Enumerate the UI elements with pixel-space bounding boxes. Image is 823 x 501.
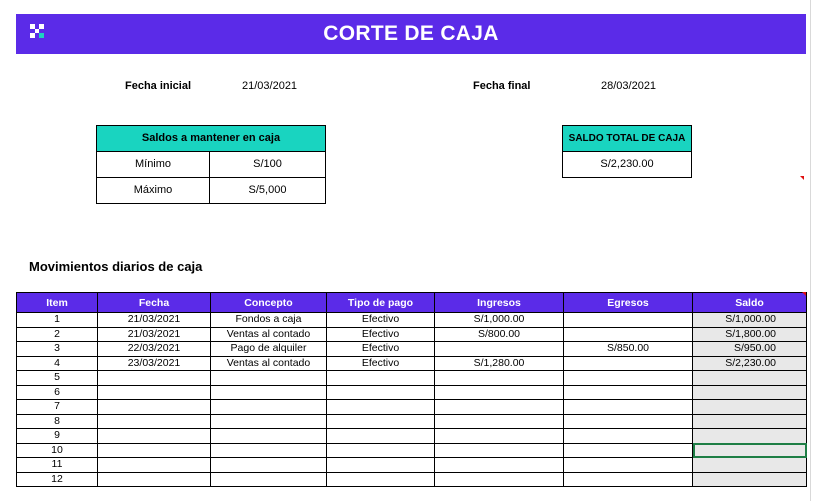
- table-row: [17, 371, 807, 386]
- total-balance-title: SALDO TOTAL DE CAJA: [563, 126, 691, 152]
- expense-cell[interactable]: S/850.00: [564, 342, 693, 357]
- expense-cell[interactable]: [564, 429, 693, 444]
- item-cell[interactable]: 4: [17, 356, 98, 371]
- date-cell[interactable]: [98, 400, 211, 415]
- table-row: [17, 458, 807, 473]
- date-cell[interactable]: [98, 458, 211, 473]
- date-cell[interactable]: 23/03/2021: [98, 356, 211, 371]
- item-cell[interactable]: 8: [17, 414, 98, 429]
- expense-cell[interactable]: [564, 443, 693, 458]
- table-row: [17, 313, 807, 328]
- income-cell[interactable]: [435, 472, 564, 487]
- date-cell[interactable]: [98, 371, 211, 386]
- item-cell[interactable]: 3: [17, 342, 98, 357]
- item-cell[interactable]: 10: [17, 443, 98, 458]
- selected-balance-cell[interactable]: [693, 443, 807, 458]
- balance-cell[interactable]: S/950.00: [693, 342, 807, 357]
- expense-cell[interactable]: [564, 414, 693, 429]
- date-cell[interactable]: [98, 385, 211, 400]
- payment-type-cell[interactable]: [327, 429, 435, 444]
- balance-cell[interactable]: [693, 458, 807, 473]
- payment-type-cell[interactable]: [327, 458, 435, 473]
- balance-cell[interactable]: [693, 400, 807, 415]
- income-cell[interactable]: S/800.00: [435, 327, 564, 342]
- min-value[interactable]: S/100: [209, 152, 325, 177]
- concept-cell[interactable]: [211, 400, 327, 415]
- concept-cell[interactable]: [211, 385, 327, 400]
- payment-type-cell[interactable]: [327, 371, 435, 386]
- min-label: Mínimo: [134, 158, 172, 170]
- item-cell[interactable]: 12: [17, 472, 98, 487]
- total-balance-box: [562, 125, 692, 178]
- end-date-value[interactable]: 28/03/2021: [601, 80, 657, 92]
- payment-type-cell[interactable]: [327, 443, 435, 458]
- table-row: [17, 443, 807, 458]
- page-title: CORTE DE CAJA: [323, 22, 499, 45]
- income-cell[interactable]: [435, 458, 564, 473]
- income-cell[interactable]: [435, 371, 564, 386]
- title-banner: [16, 14, 806, 54]
- movements-title: Movimientos diarios de caja: [29, 259, 203, 274]
- concept-cell[interactable]: Pago de alquiler: [211, 342, 327, 357]
- expense-cell[interactable]: [564, 400, 693, 415]
- movements-table: [16, 292, 807, 487]
- item-cell[interactable]: 11: [17, 458, 98, 473]
- concept-cell[interactable]: [211, 443, 327, 458]
- income-cell[interactable]: S/1,280.00: [435, 356, 564, 371]
- table-row: [17, 429, 807, 444]
- col-header-item: Item: [17, 293, 98, 313]
- income-cell[interactable]: S/1,000.00: [435, 313, 564, 328]
- concept-cell[interactable]: Ventas al contado: [211, 327, 327, 342]
- start-date-label: Fecha inicial: [125, 80, 192, 92]
- payment-type-cell[interactable]: [327, 414, 435, 429]
- table-row: [17, 327, 807, 342]
- date-cell[interactable]: [98, 414, 211, 429]
- col-header-ingresos: Ingresos: [435, 293, 564, 313]
- expense-cell[interactable]: [564, 385, 693, 400]
- expense-cell[interactable]: [564, 313, 693, 328]
- item-cell[interactable]: 7: [17, 400, 98, 415]
- income-cell[interactable]: [435, 342, 564, 357]
- concept-cell[interactable]: Fondos a caja: [211, 313, 327, 328]
- sheet-edge: [810, 0, 811, 501]
- concept-cell[interactable]: [211, 371, 327, 386]
- date-cell[interactable]: [98, 443, 211, 458]
- expense-cell[interactable]: [564, 458, 693, 473]
- balance-cell[interactable]: [693, 472, 807, 487]
- balance-row-min: [97, 152, 325, 177]
- concept-cell[interactable]: [211, 414, 327, 429]
- balance-row-max: [97, 177, 325, 203]
- payment-type-cell[interactable]: [327, 472, 435, 487]
- balance-limits-box: [96, 125, 326, 204]
- table-row: [17, 342, 807, 357]
- col-header-saldo: Saldo: [693, 293, 807, 313]
- item-cell[interactable]: 9: [17, 429, 98, 444]
- payment-type-cell[interactable]: Efectivo: [327, 356, 435, 371]
- col-header-fecha: Fecha: [98, 293, 211, 313]
- payment-type-cell[interactable]: Efectivo: [327, 342, 435, 357]
- col-header-tipo-pago: Tipo de pago: [327, 293, 435, 313]
- balance-cell[interactable]: S/1,800.00: [693, 327, 807, 342]
- income-cell[interactable]: [435, 400, 564, 415]
- item-cell[interactable]: 6: [17, 385, 98, 400]
- payment-type-cell[interactable]: [327, 400, 435, 415]
- date-cell[interactable]: [98, 472, 211, 487]
- total-balance-row: [563, 152, 691, 177]
- table-row: [17, 400, 807, 415]
- income-cell[interactable]: [435, 414, 564, 429]
- income-cell[interactable]: [435, 385, 564, 400]
- balance-cell[interactable]: S/1,000.00: [693, 313, 807, 328]
- concept-cell[interactable]: Ventas al contado: [211, 356, 327, 371]
- item-cell[interactable]: 5: [17, 371, 98, 386]
- balance-cell[interactable]: [693, 429, 807, 444]
- expense-cell[interactable]: [564, 327, 693, 342]
- item-cell[interactable]: 1: [17, 313, 98, 328]
- comment-indicator-icon: [800, 176, 804, 180]
- col-header-egresos: Egresos: [564, 293, 693, 313]
- table-row: [17, 385, 807, 400]
- balance-cell[interactable]: [693, 385, 807, 400]
- expense-cell[interactable]: [564, 472, 693, 487]
- balance-cell[interactable]: [693, 414, 807, 429]
- comment-indicator-icon: [802, 292, 806, 296]
- income-cell[interactable]: [435, 429, 564, 444]
- table-row: [17, 356, 807, 371]
- item-cell[interactable]: 2: [17, 327, 98, 342]
- balance-limits-title: Saldos a mantener en caja: [97, 126, 325, 152]
- payment-type-cell[interactable]: Efectivo: [327, 313, 435, 328]
- expense-cell[interactable]: [564, 371, 693, 386]
- date-cell[interactable]: 21/03/2021: [98, 327, 211, 342]
- col-header-concepto: Concepto: [211, 293, 327, 313]
- date-cell[interactable]: 22/03/2021: [98, 342, 211, 357]
- end-date-label: Fecha final: [473, 80, 531, 92]
- balance-cell[interactable]: [693, 371, 807, 386]
- concept-cell[interactable]: [211, 429, 327, 444]
- payment-type-cell[interactable]: Efectivo: [327, 327, 435, 342]
- concept-cell[interactable]: [211, 472, 327, 487]
- date-cell[interactable]: 21/03/2021: [98, 313, 211, 328]
- max-label: Máximo: [133, 184, 173, 196]
- balance-cell[interactable]: S/2,230.00: [693, 356, 807, 371]
- income-cell[interactable]: [435, 443, 564, 458]
- table-header-row: [17, 293, 807, 313]
- table-row: [17, 472, 807, 487]
- start-date-value[interactable]: 21/03/2021: [242, 80, 298, 92]
- expense-cell[interactable]: [564, 356, 693, 371]
- concept-cell[interactable]: [211, 458, 327, 473]
- total-balance-value[interactable]: S/2,230.00: [600, 158, 654, 170]
- max-value[interactable]: S/5,000: [209, 178, 325, 203]
- date-cell[interactable]: [98, 429, 211, 444]
- table-row: [17, 414, 807, 429]
- payment-type-cell[interactable]: [327, 385, 435, 400]
